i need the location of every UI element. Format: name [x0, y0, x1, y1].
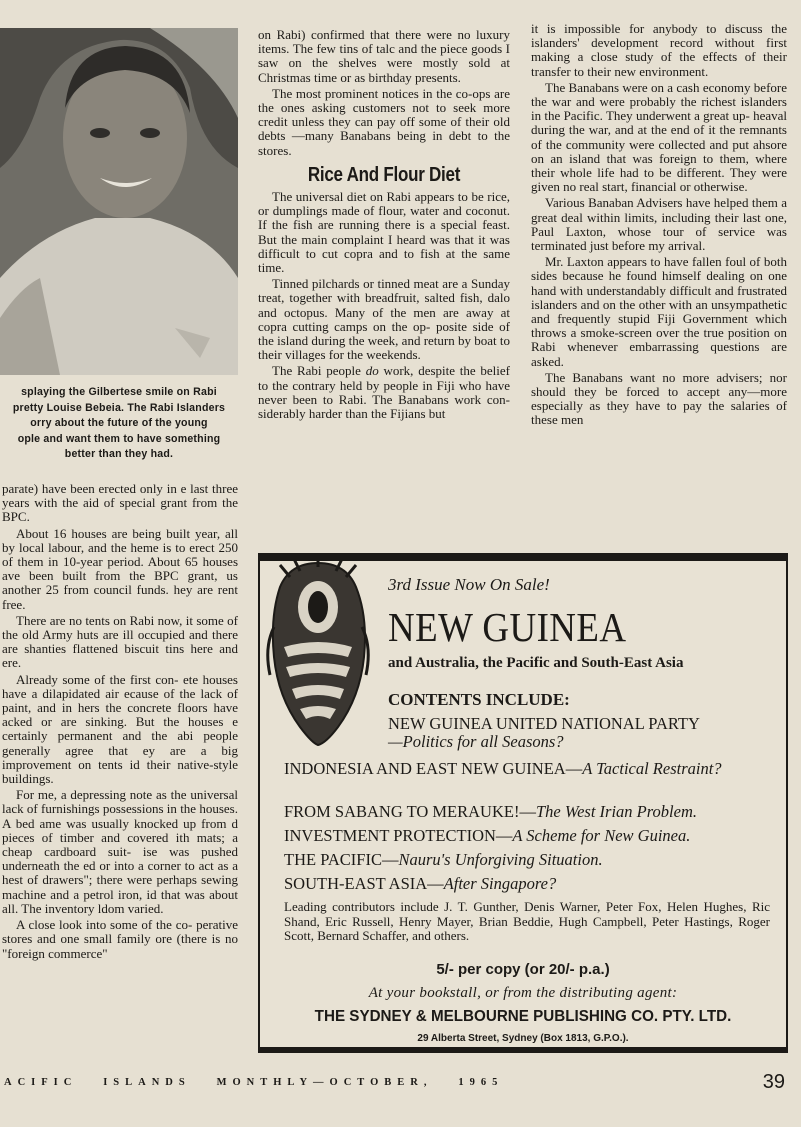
article-column-3 [531, 22, 787, 428]
emphasis: do [365, 363, 379, 379]
ad-contributors: Leading contributors include J. T. Gunther, Denis Warner, Peter Fox, Helen Hughes, Ric Shand, Eric Russell, Henry Mayer, Brian Beddie, Hugh Campbell, Peter Hastings, Roger Scott, Bernard Schaffer, and others. [284, 899, 770, 943]
ad-bottom-rule [260, 1047, 786, 1051]
photo-caption [0, 385, 238, 463]
caption-line: ople and want them to have something [17, 432, 221, 445]
section-heading: Rice And Flour Diet [307, 163, 461, 186]
paragraph: Mr. Laxton appears to have fallen foul of both sides because he found himself dealing on one hand with understandably difficult and frustrated islanders and on the other with an unsympathetic and frequently stupid Fiji Government which throws a smoke-screen over the true position on Rabi whenever embarrassing questions are asked. [531, 254, 787, 369]
paragraph: For me, a depressing note as the universal lack of furnishings possessions in the houses. A bed ame was usually knocked up from d pieces of timber and covered ith mats; a cheap cardboard suit- ise was pushed underneath the ed or into a corner to act as a hest of drawers"; there were perhaps sewing machine and a petrol iron, id that was about all. The inventory ldom varied. [2, 787, 238, 916]
article-column-2 [258, 28, 510, 421]
entry-sub: A Scheme for New Guinea. [512, 826, 691, 845]
entry-sub: The West Irian Problem. [535, 802, 697, 821]
advertisement [258, 553, 788, 1053]
paragraph: The Banabans were on a cash economy before the war and were probably the richest islanders in the Pacific. They underwent a great up- heaval during the war, and at the end of it the remnants of the community were collected and put ahsore on an island that was foreign to them, where their whole life had to be different. They were given no real start, financial or otherwise. [531, 79, 787, 195]
caption-line: orry about the future of the young [30, 417, 208, 429]
paragraph: Various Banaban Advisers have helped them a great deal within limits, including their last one, Paul Laxton, whose tour of service was terminated just before my arrival. [531, 195, 787, 254]
paragraph: Already some of the first con- ete houses have a dilapidated air ecause of the lack of paint, and in hers the concrete floors have acked or are sinking. But the houses e certainly permanent and the abi people generally agree that ey are a big improvement on tents id their native-style buildings. [2, 671, 238, 787]
paragraph: it is impossible for anybody to discuss the islanders' development record without first making a close study of the effects of their transfer to their new environment. [531, 21, 787, 79]
contents-entry [284, 760, 774, 778]
contents-entry [388, 715, 778, 751]
ad-title: NEW GUINEA [388, 604, 627, 650]
entry-head: INVESTMENT PROTECTION— [284, 826, 513, 845]
ad-price: 5/- per copy (or 20/- p.a.) [436, 961, 610, 978]
paragraph: The universal diet on Rabi appears to be rice, or dumplings made of flour, water and coconut. If the fish are running there is a special feast. But the main complaint I heard was that it was difficult to cut copra and to fish at the same time. [258, 189, 510, 276]
ad-address: 29 Alberta Street, Sydney (Box 1813, G.P.O.). [417, 1033, 629, 1044]
portrait-photo [0, 28, 238, 375]
paragraph: on Rabi) confirmed that there were no luxury items. The few tins of talc and the piece goods I saw on the shelves were mostly sold at Christmas time or as birthday presents. [258, 27, 510, 85]
paragraph: The Banabans want no more advisers; nor should they be forced to accept any—more especially as they have to pay the salaries of these men [531, 369, 787, 428]
paragraph: parate) have been erected only in e last three years with the aid of special grant from the BPC. [2, 481, 238, 525]
caption-line: better than they had. [64, 448, 174, 460]
entry-head: THE PACIFIC— [284, 850, 399, 869]
text-run: The Rabi people [272, 363, 366, 379]
entry-sub: Nauru's Unforgiving Situation. [398, 850, 603, 869]
running-footer: ACIFIC ISLANDS MONTHLY—OCTOBER, 1965 [4, 1077, 504, 1088]
text-run: work, despite the belief to the contrary held by people in Fiji who have never been to Rabi. The Banabans work con- siderably harder than the Fijians but [258, 363, 511, 422]
ad-agent-line: At your bookstall, or from the distributing agent: [368, 985, 678, 1001]
paragraph: About 16 houses are being built year, all by local labour, and the heme is to erect 250 of them in 10-year period. About 65 houses ave been built from the BPC grant, us another 25 from council funds. hey are rent free. [2, 525, 238, 612]
caption-line: splaying the Gilbertese smile on Rabi [21, 386, 217, 398]
contents-entry [284, 803, 784, 821]
contents-entry [284, 827, 784, 845]
paragraph: Tinned pilchards or tinned meat are a Sunday treat, together with breadfruit, salted fish, dalo and octopus. Many of the men are away at copra cutting camps on the op- posite side of the island during the week, and return by boat to their villages for the weekends. [258, 276, 510, 363]
ad-contents-heading: CONTENTS INCLUDE: [388, 690, 570, 709]
entry-head: NEW GUINEA UNITED NATIONAL PARTY [388, 714, 700, 733]
caption-line: pretty Louise Bebeia. The Rabi Islanders [12, 401, 226, 414]
entry-head: FROM SABANG TO MERAUKE!— [284, 802, 536, 821]
portrait-photo-drawing [0, 28, 238, 375]
paragraph: The most prominent notices in the co-ops are the ones asking customers not to seek more credit unless they can pay off some of their old debts —many Banabans being in debt to the stores. [258, 85, 510, 158]
contents-entry [284, 875, 784, 893]
tribal-mask-icon [260, 557, 376, 749]
paragraph [258, 364, 510, 421]
ad-publisher: THE SYDNEY & MELBOURNE PUBLISHING CO. PTY. LTD. [314, 1008, 732, 1025]
ad-issue-tagline: 3rd Issue Now On Sale! [388, 575, 550, 594]
entry-head: INDONESIA AND EAST NEW GUINEA— [284, 759, 583, 778]
entry-sub: A Tactical Restraint? [582, 759, 722, 778]
ad-subtitle: and Australia, the Pacific and South-East Asia [388, 655, 684, 671]
entry-sub: After Singapore? [443, 874, 557, 893]
article-column-1 [2, 482, 238, 961]
page-number: 39 [762, 1071, 785, 1093]
contents-entry [284, 851, 784, 869]
paragraph: There are no tents on Rabi now, it some of the old Army huts are ill occupied and there are shanties flattened biscuit tins here and ere. [2, 612, 238, 671]
entry-head: SOUTH-EAST ASIA— [284, 874, 444, 893]
entry-sub: —Politics for all Seasons? [388, 732, 564, 751]
paragraph: A close look into some of the co- perative stores and one small family ore (there is no "foreign commerce" [2, 917, 238, 961]
